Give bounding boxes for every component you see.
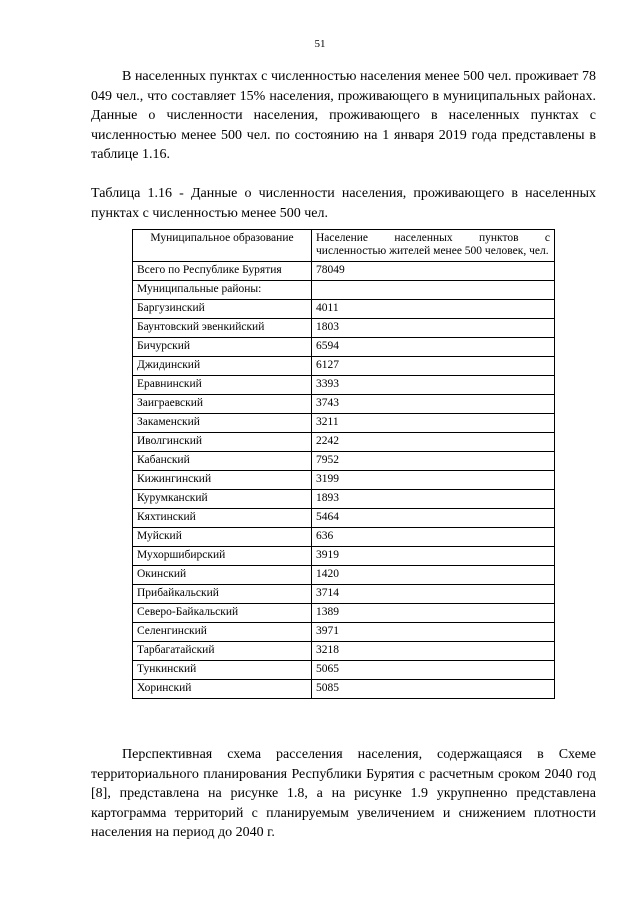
table-row: [133, 357, 555, 376]
population-cell: 6594: [312, 338, 555, 357]
population-cell: 3393: [312, 376, 555, 395]
header-municipality: Муниципальное образование: [133, 230, 312, 262]
population-cell: 1389: [312, 604, 555, 623]
municipality-cell: Мухоршибирский: [133, 547, 312, 566]
table-row: [133, 281, 555, 300]
table-row: [133, 471, 555, 490]
municipality-cell: Закаменский: [133, 414, 312, 433]
table-row: [133, 376, 555, 395]
table-row: [133, 642, 555, 661]
population-cell: 1803: [312, 319, 555, 338]
municipality-cell: Бичурский: [133, 338, 312, 357]
population-cell: 78049: [312, 262, 555, 281]
municipality-cell: Тарбагатайский: [133, 642, 312, 661]
population-cell: 636: [312, 528, 555, 547]
table-row: [133, 262, 555, 281]
municipality-cell: Северо-Байкальский: [133, 604, 312, 623]
table-row: [133, 604, 555, 623]
population-cell: 3971: [312, 623, 555, 642]
municipality-cell: Муйский: [133, 528, 312, 547]
population-cell: 7952: [312, 452, 555, 471]
population-cell: 3743: [312, 395, 555, 414]
municipality-cell: Джидинский: [133, 357, 312, 376]
table-row: [133, 490, 555, 509]
population-cell: 3919: [312, 547, 555, 566]
table-row: [133, 414, 555, 433]
page-number: 51: [314, 38, 326, 50]
municipality-cell: Прибайкальский: [133, 585, 312, 604]
municipality-cell: Тункинский: [133, 661, 312, 680]
intro-paragraph: В населенных пунктах с численностью населения менее 500 чел. проживает 78 049 чел., что составляет 15% населения, проживающего в муниципальных районах. Данные о численности населения, проживающего в населенных пунктах с численностью менее 500 чел. по состоянию на 1 января 2019 года представлены в таблице 1.16.: [91, 69, 596, 162]
municipality-cell: Всего по Республике Бурятия: [133, 262, 312, 281]
municipality-cell: Окинский: [133, 566, 312, 585]
table-row: [133, 585, 555, 604]
population-cell: [312, 281, 555, 300]
table-row: [133, 338, 555, 357]
table-row: [133, 433, 555, 452]
table-row: [133, 680, 555, 699]
population-cell: 4011: [312, 300, 555, 319]
municipality-cell: Кабанский: [133, 452, 312, 471]
municipality-cell: Хоринский: [133, 680, 312, 699]
table-row: [133, 566, 555, 585]
table-row: [133, 528, 555, 547]
municipality-cell: Кяхтинский: [133, 509, 312, 528]
municipality-cell: Еравнинский: [133, 376, 312, 395]
population-cell: 3199: [312, 471, 555, 490]
table-row: [133, 300, 555, 319]
population-cell: 5085: [312, 680, 555, 699]
population-cell: 5065: [312, 661, 555, 680]
municipality-cell: Селенгинский: [133, 623, 312, 642]
population-cell: 2242: [312, 433, 555, 452]
population-cell: 3714: [312, 585, 555, 604]
header-population: Население населенных пунктов с численностью жителей менее 500 человек, чел.: [312, 230, 555, 262]
table-row: [133, 452, 555, 471]
table-body: [133, 262, 555, 699]
population-cell: 1893: [312, 490, 555, 509]
population-cell: 6127: [312, 357, 555, 376]
closing-paragraph: Перспективная схема расселения населения, содержащаяся в Схеме территориального планирования Республики Бурятия с расчетным сроком 2040 год [8], представлена на рисунке 1.8, а на рисунке 1.9 укрупненно представлена картограмма территорий с планируемым увеличением и снижением плотности населения на период до 2040 г.: [91, 747, 596, 840]
municipality-cell: Кижингинский: [133, 471, 312, 490]
population-table: [132, 229, 555, 699]
table-caption: Таблица 1.16 - Данные о численности населения, проживающего в населенных пунктах с численностью менее 500 чел.: [91, 186, 596, 221]
municipality-cell: Иволгинский: [133, 433, 312, 452]
municipality-cell: Заиграевский: [133, 395, 312, 414]
table-row: [133, 661, 555, 680]
population-cell: 3211: [312, 414, 555, 433]
population-cell: 3218: [312, 642, 555, 661]
table-row: [133, 509, 555, 528]
table-row: [133, 547, 555, 566]
municipality-cell: Баргузинский: [133, 300, 312, 319]
municipality-cell: Муниципальные районы:: [133, 281, 312, 300]
table-row: [133, 395, 555, 414]
table-header-row: [133, 230, 555, 262]
municipality-cell: Курумканский: [133, 490, 312, 509]
municipality-cell: Баунтовский эвенкийский: [133, 319, 312, 338]
table-row: [133, 319, 555, 338]
population-cell: 1420: [312, 566, 555, 585]
table-row: [133, 623, 555, 642]
population-cell: 5464: [312, 509, 555, 528]
